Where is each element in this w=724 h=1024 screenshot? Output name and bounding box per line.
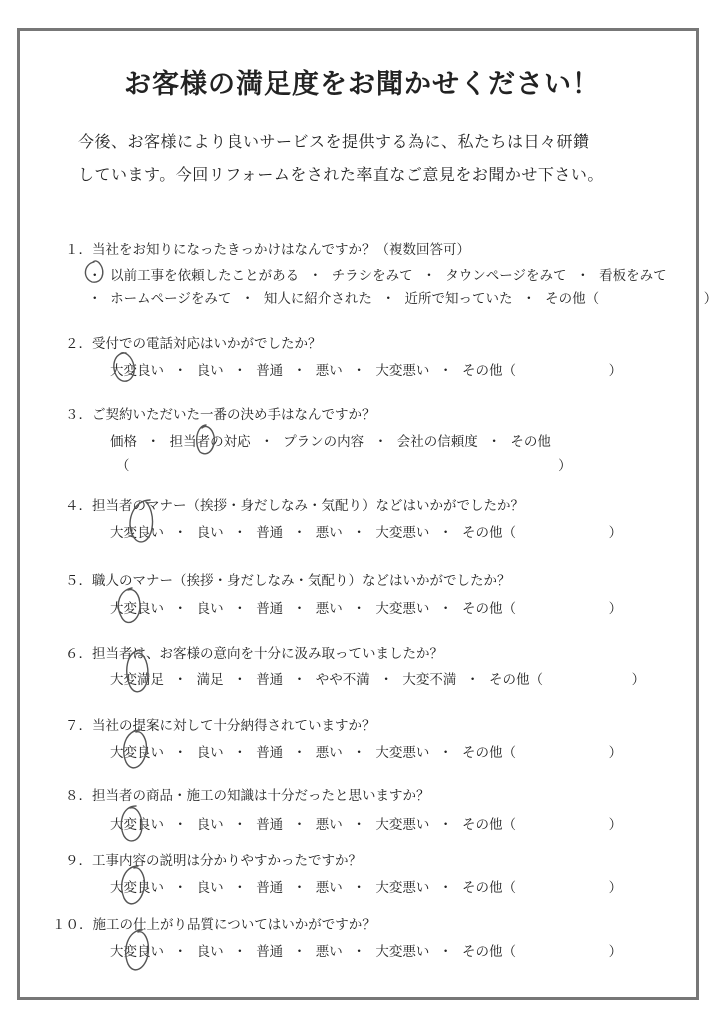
question-7: ７．当社の提案に対して十分納得されていますか？ <box>65 718 376 734</box>
separator: ・ <box>438 525 453 541</box>
separator: ・ <box>173 525 188 541</box>
separator: ・ <box>438 601 453 617</box>
q8-options <box>110 813 622 833</box>
q10-option[interactable]: その他（ <box>461 944 516 960</box>
separator: ・ <box>233 525 247 541</box>
question-10: １０．施工の仕上がり品質についてはいかがですか？ <box>52 917 376 933</box>
separator: ・ <box>173 880 188 896</box>
separator: ・ <box>576 268 590 284</box>
q5-option[interactable]: 普通 <box>256 601 284 617</box>
q10-option[interactable]: 大変良い <box>110 944 164 960</box>
question-2: ２．受付での電話対応はいかがでしたか？ <box>65 336 322 352</box>
q1-option[interactable]: その他（ <box>545 291 600 307</box>
q9-option[interactable]: 良い <box>196 880 224 896</box>
question-1: １．当社をお知りになったきっかけはなんですか？（複数回答可） <box>65 242 470 258</box>
q7-option[interactable]: 普通 <box>256 745 284 761</box>
separator: ・ <box>292 601 307 617</box>
separator: ・ <box>233 880 247 896</box>
q1-option[interactable]: 近所で知っていた <box>404 291 513 307</box>
q7-options <box>110 741 622 761</box>
q1-option[interactable]: チラシをみて <box>331 268 413 284</box>
separator: ・ <box>292 817 307 833</box>
separator: ・ <box>352 880 366 896</box>
q10-options <box>110 940 622 960</box>
separator: ・ <box>352 944 366 960</box>
close-paren: ） <box>608 745 623 761</box>
q8-option[interactable]: 悪い <box>315 817 343 833</box>
q4-option[interactable]: 大変良い <box>110 525 164 541</box>
separator: ・ <box>438 363 453 379</box>
q7-option[interactable]: 悪い <box>315 745 343 761</box>
q5-option[interactable]: 大変良い <box>110 601 164 617</box>
separator: ・ <box>233 601 247 617</box>
q10-option[interactable]: 悪い <box>315 944 343 960</box>
separator: ・ <box>438 817 453 833</box>
separator: ・ <box>173 363 188 379</box>
q8-option[interactable]: 普通 <box>256 817 284 833</box>
separator: ・ <box>522 291 536 307</box>
separator: ・ <box>292 525 307 541</box>
q1-option[interactable]: 看板をみて <box>599 268 667 284</box>
q1-option[interactable]: 以前工事を依頼したことがある <box>110 268 300 284</box>
q10-option[interactable]: 大変悪い <box>375 944 430 960</box>
separator: ・ <box>146 434 161 450</box>
close-paren: ） <box>703 291 718 307</box>
q3-other-field[interactable] <box>116 454 572 474</box>
separator: ・ <box>292 672 307 688</box>
q9-options <box>110 876 622 896</box>
question-8: ８．担当者の商品・施工の知識は十分だったと思いますか？ <box>65 788 430 804</box>
q5-option[interactable]: 大変悪い <box>375 601 430 617</box>
question-6: ６．担当者は、お客様の意向を十分に汲み取っていましたか？ <box>65 646 443 662</box>
separator: ・ <box>438 944 453 960</box>
q6-options <box>110 668 645 688</box>
q2-option[interactable]: 良い <box>196 363 224 379</box>
close-paren: ） <box>608 363 623 379</box>
q2-option[interactable]: その他（ <box>461 363 516 379</box>
separator: ・ <box>173 944 188 960</box>
intro-line-1: 今後、お客様により良いサービスを提供する為に、私たちは日々研鑽 <box>78 132 590 151</box>
separator: ・ <box>422 268 436 284</box>
q2-option[interactable]: 大変悪い <box>375 363 430 379</box>
question-4: ４．担当者のマナー（挨拶・身だしなみ・気配り）などはいかがでしたか？ <box>65 498 524 514</box>
separator: ・ <box>233 817 247 833</box>
separator: ・ <box>173 745 188 761</box>
q6-option[interactable]: 満足 <box>196 672 224 688</box>
q1-option[interactable]: タウンページをみて <box>445 268 567 284</box>
q6-option[interactable]: 大変満足 <box>110 672 164 688</box>
q9-option[interactable]: 悪い <box>315 880 343 896</box>
q8-option[interactable]: その他（ <box>461 817 516 833</box>
q3-option[interactable]: 価格 <box>110 434 137 450</box>
separator: ・ <box>487 434 501 450</box>
close-paren: ） <box>608 525 623 541</box>
separator: ・ <box>465 672 480 688</box>
q9-option[interactable]: その他（ <box>461 880 516 896</box>
separator: ・ <box>438 745 453 761</box>
survey-title: お客様の満足度をお聞かせください！ <box>124 69 600 100</box>
q2-options <box>110 359 622 379</box>
separator: ・ <box>240 291 255 307</box>
q10-option[interactable]: 良い <box>196 944 224 960</box>
question-9: ９．工事内容の説明は分かりやすかったですか？ <box>65 853 362 869</box>
separator: ・ <box>233 363 247 379</box>
q4-option[interactable]: 普通 <box>256 525 284 541</box>
close-paren: ） <box>608 880 623 896</box>
q4-option[interactable]: その他（ <box>461 525 516 541</box>
separator: ・ <box>352 817 366 833</box>
q9-option[interactable]: 大変悪い <box>375 880 430 896</box>
q4-options <box>110 521 622 541</box>
separator: ・ <box>260 434 274 450</box>
q3-option[interactable]: プランの内容 <box>283 434 365 450</box>
separator: ・ <box>173 672 188 688</box>
close-paren: ） <box>558 458 572 474</box>
separator: ・ <box>292 944 307 960</box>
q8-option[interactable]: 大変良い <box>110 817 164 833</box>
q7-option[interactable]: その他（ <box>461 745 516 761</box>
separator: ・ <box>308 268 323 284</box>
close-paren: ） <box>631 672 646 688</box>
close-paren: ） <box>608 817 623 833</box>
q5-option[interactable]: 悪い <box>315 601 343 617</box>
close-paren: ） <box>608 601 623 617</box>
q1-option[interactable]: 知人に紹介された <box>263 291 372 307</box>
q2-option[interactable]: 悪い <box>315 363 343 379</box>
q1-options-row-2 <box>88 287 717 307</box>
q5-option[interactable]: その他（ <box>461 601 516 617</box>
q9-option[interactable]: 大変良い <box>110 880 164 896</box>
q6-option[interactable]: その他（ <box>488 672 543 688</box>
q2-option[interactable]: 普通 <box>256 363 284 379</box>
q10-option[interactable]: 普通 <box>256 944 284 960</box>
q1-option[interactable]: ホームページをみて <box>110 291 232 307</box>
intro-line-2: しています。今回リフォームをされた率直なご意見をお聞かせ下さい。 <box>78 165 604 184</box>
separator: ・ <box>352 601 366 617</box>
q7-option[interactable]: 大変良い <box>110 745 164 761</box>
q4-option[interactable]: 良い <box>196 525 224 541</box>
q9-option[interactable]: 普通 <box>256 880 284 896</box>
q3-options <box>110 430 551 450</box>
separator: ・ <box>292 745 307 761</box>
q8-option[interactable]: 大変悪い <box>375 817 430 833</box>
separator: ・ <box>173 817 188 833</box>
q2-option[interactable]: 大変良い <box>110 363 164 379</box>
separator: ・ <box>352 745 366 761</box>
q6-option[interactable]: 大変不満 <box>402 672 457 688</box>
separator: ・ <box>88 268 102 284</box>
q3-option[interactable]: 会社の信頼度 <box>396 434 478 450</box>
q3-option[interactable]: 担当者の対応 <box>169 434 251 450</box>
q7-option[interactable]: 良い <box>196 745 224 761</box>
separator: ・ <box>438 880 453 896</box>
separator: ・ <box>292 880 307 896</box>
separator: ・ <box>352 363 366 379</box>
separator: ・ <box>88 291 102 307</box>
separator: ・ <box>173 601 188 617</box>
separator: ・ <box>233 672 247 688</box>
separator: ・ <box>373 434 388 450</box>
q4-option[interactable]: 大変悪い <box>375 525 430 541</box>
q5-option[interactable]: 良い <box>196 601 224 617</box>
separator: ・ <box>233 745 247 761</box>
q6-option[interactable]: やや不満 <box>315 672 370 688</box>
separator: ・ <box>379 672 393 688</box>
question-5: ５．職人のマナー（挨拶・身だしなみ・気配り）などはいかがでしたか？ <box>65 573 511 589</box>
q3-option[interactable]: その他 <box>510 434 551 450</box>
q1-options-row-1 <box>88 264 667 284</box>
q4-option[interactable]: 悪い <box>315 525 343 541</box>
separator: ・ <box>352 525 366 541</box>
separator: ・ <box>292 363 307 379</box>
separator: ・ <box>381 291 395 307</box>
separator: ・ <box>233 944 247 960</box>
q8-option[interactable]: 良い <box>196 817 224 833</box>
close-paren: ） <box>608 944 623 960</box>
question-3: ３．ご契約いただいた一番の決め手はなんですか？ <box>65 407 376 423</box>
q6-option[interactable]: 普通 <box>256 672 284 688</box>
open-paren: （ <box>116 458 130 474</box>
q5-options <box>110 597 622 617</box>
q7-option[interactable]: 大変悪い <box>375 745 430 761</box>
